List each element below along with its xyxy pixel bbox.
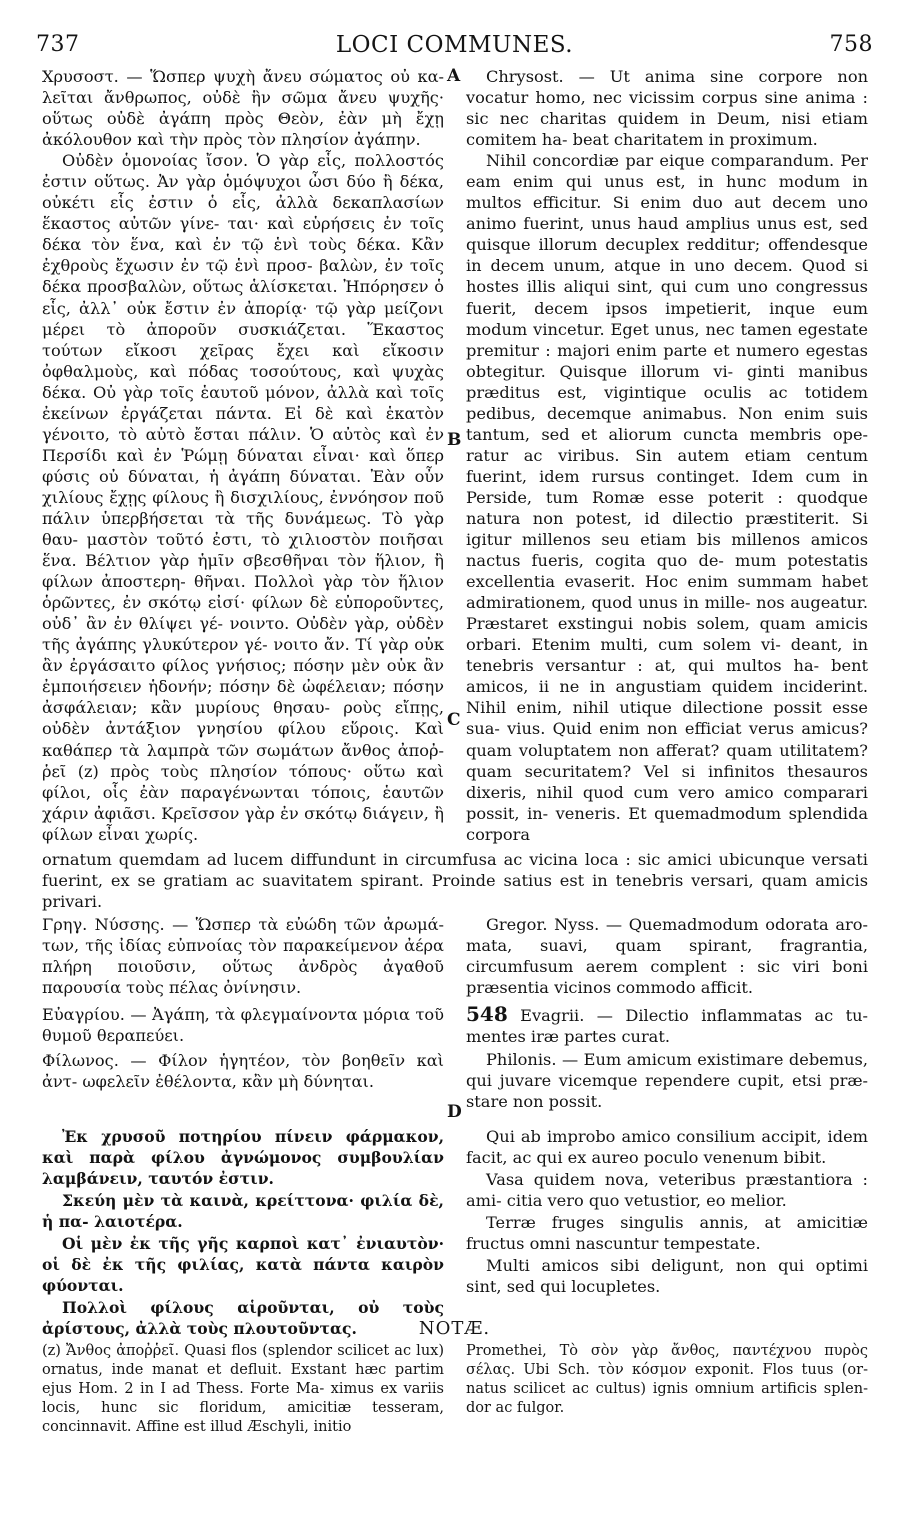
greek-paragraph: Οὐδὲν ὁμονοίας ἴσον. Ὁ γὰρ εἷς, πολλοστός ἐστιν οὕτως. Ἀν γὰρ ὁμόψυχοι ὦσι δύο ἢ δέκα, οὐκέτι εἷς ἐστιν ὁ εἷς, ἀλλὰ δεκαπλασίων ἕκαστος αὐτῶν γίνε- ται· καὶ εὑρήσεις ἐν τοῖς δέκα τὸν ἕνα, καὶ ἐν τῷ ἑνὶ τοὺς δέκα. Κἂν ἐχθροὺς ἔχωσιν ἐν τῷ ἑνὶ προσ- βαλὼν, ἐν τοῖς δέκα προσβαλὼν, οὕτως ἁλίσκεται. Ἠπόρησεν ὁ εἷς, ἀλλ᾽ οὐκ ἔστιν ἐν ἀπορίᾳ· τῷ γὰρ μείζονι μέρει τὸ ἀποροῦν συσκιάζεται. Ἕκαστος τούτων εἴκοσι χεῖρας ἔχει καὶ εἴκοσιν ὀφθαλμοὺς, καὶ πόδας τοσούτους, καὶ ψυχὰς δέκα. Οὐ γὰρ τοῖς ἑαυτοῦ μόνον, ἀλλὰ καὶ τοῖς ἐκείνων ἐργάζεται πάντα. Εἰ δὲ καὶ ἑκατὸν γένοιτο, τὸ αὐτὸ ἔσται πάλιν. Ὁ αὐτὸς καὶ ἐν Περσίδι καὶ ἐν Ῥώμῃ δύναται εἶναι· καὶ ὅπερ φύσις οὐ δύναται, ἡ ἀγάπη δύναται. Ἐὰν οὖν χιλίους ἔχῃς φίλους ἢ δισχιλίους, ἐννόησον ποῦ πάλιν ὑπερβήσεται τὰ τῆς δυνάμεως. Τὸ γὰρ θαυ- μαστὸν τοῦτό ἐστι, τὸ χιλιοστὸν ποιῆσαι ἕνα. Βέλτιον γὰρ ἡμῖν σβεσθῆναι τὸν ἥλιον, ἢ φίλων ἀποστερη- θῆναι. Πολλοὶ γὰρ τὸν ἥλιον ὁρῶντες, ἐν σκότῳ εἰσί· φίλων δὲ εὐποροῦντες, οὐδ᾽ ἂν ἐν θλίψει γέ- νοιντο. Οὐδὲν γὰρ, οὐδὲν τῆς ἀγάπης γλυκύτερον γέ- νοιτο ἄν. Τί γὰρ οὐκ ἂν ἐργάσαιτο φίλος γνήσιος; πόσην μὲν οὐκ ἂν ἐμποιήσειεν ἡδονήν; πόσην δὲ ὠφέλειαν; πόσην ἀσφάλειαν; κἂν μυρίους θησαυ- ροὺς εἴπῃς, οὐδὲν ἀντάξιον γνησίου φίλου εὕροις. Καὶ καθάπερ τὰ λαμπρὰ τῶν σωμάτων ἄνθος ἀποῤ- ῥεῖ (z) πρὸς τοὺς πλησίον τόπους· οὕτω καὶ φίλοι, οἷς ἐὰν παραγένωνται τόποις, ἑαυτῶν χάριν ἀφιᾶσι. Κρεῖσσον γὰρ ἐν σκότῳ διάγειν, ἢ φίλων εἶναι χωρίς. [42, 151, 444, 844]
running-title: LOCI COMMUNES. [335, 32, 574, 58]
greek-paragraph: Γρηγ. Νύσσης. — Ὥσπερ τὰ εὐώδη τῶν ἀρωμά- των, τῆς ἰδίας εὐπνοίας τὸν παρακείμενον ἀέρα πλήρη ποιοῦσιν, οὕτως ἀνδρὸς ἀγαθοῦ παρουσία τοὺς πέλας ὀνίνησιν. [42, 915, 444, 998]
greek-paragraph: Εὐαγρίου. — Ἀγάπη, τὰ φλεγμαίνοντα μόρια τοῦ θυμοῦ θεραπεύει. [42, 1005, 444, 1046]
greek-column-lower [42, 1126, 444, 1339]
full-width-continuation: ornatum quemdam ad lucem diffundunt in circumfusa ac vicina loca : sic amici ubicunque versati fuerint, ex se gratiam ac suavitatem spirant. Proinde satius est in tenebris versari, quam amicis privari. [42, 850, 868, 912]
note-left: (z) Ἄνθος ἀποῤῥεῖ. Quasi flos (splendor scilicet ac lux) ornatus, inde manat et defluit. Exstant hæc partim ejus Hom. 2 in I ad Thess. Forte Ma- ximus ex variis locis, hunc sic floridum, amicitiæ tesseram, concinnavit. Affine est illud Æschyli, initio [42, 1343, 444, 1435]
margin-marker-b: B [447, 430, 462, 450]
latin-column-middle [466, 914, 868, 1112]
latin-paragraph: Terræ fruges singulis annis, at amicitiæ fructus omni nascuntur tempestate. [466, 1213, 868, 1254]
greek-column-top [42, 66, 444, 845]
latin-paragraph: Vasa quidem nova, veteribus præstantiora : ami- citia vero quo vetustior, eo melior. [466, 1170, 868, 1211]
latin-paragraph: Chrysost. — Ut anima sine corpore non vocatur homo, nec vicissim corpus sine anima : sic nec charitas quidem in Deum, nisi etiam comitem ha- beat charitatem in proximum. [466, 67, 868, 150]
greek-paragraph: Οἱ μὲν ἐκ τῆς γῆς καρποὶ κατ᾽ ἐνιαυτὸν· οἱ δὲ ἐκ τῆς φιλίας, κατὰ πάντα καιρὸν φύονται. [42, 1234, 444, 1296]
greek-paragraph: Σκεύη μὲν τὰ καινὰ, κρείττονα· φιλία δὲ, ἡ πα- λαιοτέρα. [42, 1191, 444, 1232]
left-column-number: 737 [36, 32, 80, 57]
latin-paragraph: Nihil concordiæ par eique comparandum. Per eam enim qui unus est, in hunc modum in multos efficitur. Si enim duo aut decem uno animo fuerint, unus haud amplius unus est, sed quisque illorum decuplex redditur; offendesque in decem unum, atque in uno decem. Quod si hostes illis aliqui sint, qui cum uno congressus fuerit, decem ipsos impetierit, inque eum modum vincetur. Eget unus, nec tamen egestate premitur : majori enim parte et numero egestas obtegitur. Quisque illorum vi- ginti manibus præditus est, vigintique oculis ac totidem pedibus, decemque animabus. Non enim suis tantum, sed et aliorum cuncta membris ope- ratur ac viribus. Sin autem etiam centum fuerint, idem rursus continget. Idem cum in Perside, tum Romæ esse poterit : quodque natura non potest, id dilectio præstiterit. Si igitur millenos seu etiam bis millenos amicos nactus fueris, cogita quo de- mum potestatis excellentia evaserit. Hoc enim summam habet admirationem, quod unus in mille- nos augeatur. Præstaret exstingui nobis solem, quam amicis orbari. Etenim multi, cum solem vi- deant, in tenebris versantur : at, qui multos ha- bent amicos, ii ne in angustiam quidem inciderint. Nihil enim, nihil utique dilectione possit esse sua- vius. Quid enim non efficiat verus amicus? quam voluptatem non afferat? quam utilitatem? quam securitatem? Vel si infinitos thesauros dixeris, nihil quod cum vero amico comparari possit, in- veneris. Et quemadmodum splendida corpora [466, 151, 868, 844]
margin-marker-d: D [447, 1102, 462, 1122]
greek-paragraph: Χρυσοστ. — Ὥσπερ ψυχὴ ἄνευ σώματος οὐ κα- λεῖται ἄνθρωπος, οὐδὲ ἣν σῶμα ἄνευ ψυχῆς· οὕτως οὐδὲ ἀγάπη πρὸς Θεὸν, ἐὰν μὴ ἔχῃ ἀκόλουθον καὶ τὴν πρὸς τὸν πλησίον ἀγάπην. [42, 67, 444, 150]
margin-marker-a: A [447, 66, 461, 86]
latin-paragraph: Gregor. Nyss. — Quemadmodum odorata aro- mata, suavi, quam spirant, fragrantia, circumfusum aerem complent : sic viri boni præsentia vicinos commodo afficit. [466, 915, 868, 998]
greek-paragraph: Φίλωνος. — Φίλον ἡγητέον, τὸν βοηθεῖν καὶ ἀντ- ωφελεῖν ἐθέλοντα, κἂν μὴ δύνηται. [42, 1051, 444, 1092]
latin-paragraph: Philonis. — Eum amicum existimare debemus, qui juvare vicemque rependere cupit, etsi præ- stare non possit. [466, 1050, 868, 1112]
latin-column-lower [466, 1126, 868, 1297]
note-right: Promethei, Τὸ σὸν γὰρ ἄνθος, παντέχνου πυρὸς σέλας. Ubi Sch. τὸν κόσμον exponit. Flos tuus (or- natus scilicet ac cultus) ignis omnium artificis splen- dor ac fulgor. [466, 1343, 868, 1416]
latin-paragraph: Multi amicos sibi deligunt, non qui optimi sint, sed qui locupletes. [466, 1256, 868, 1297]
greek-paragraph: Πολλοὶ φίλους αἱροῦνται, οὐ τοὺς ἀρίστους, ἀλλὰ τοὺς πλουτοῦντας. [42, 1298, 444, 1339]
margin-marker-c: C [447, 710, 461, 730]
latin-paragraph: Evagrii. — Dilectio inflammatas ac tu- mentes iræ partes curat. [466, 1006, 869, 1047]
notes-heading: NOTÆ. [418, 1318, 491, 1339]
right-column-number: 758 [829, 32, 873, 57]
latin-column-top [466, 66, 868, 845]
greek-paragraph: Ἐκ χρυσοῦ ποτηρίου πίνειν φάρμακον, καὶ παρὰ φίλου ἀγνώμονος συμβουλίαν λαμβάνειν, ταυτόν ἐστιν. [42, 1127, 444, 1189]
greek-column-middle [42, 914, 444, 1092]
latin-paragraph: Qui ab improbo amico consilium accipit, idem facit, ac qui ex aureo poculo venenum bibit. [466, 1127, 868, 1168]
column-number-548: 548 [466, 1002, 508, 1027]
